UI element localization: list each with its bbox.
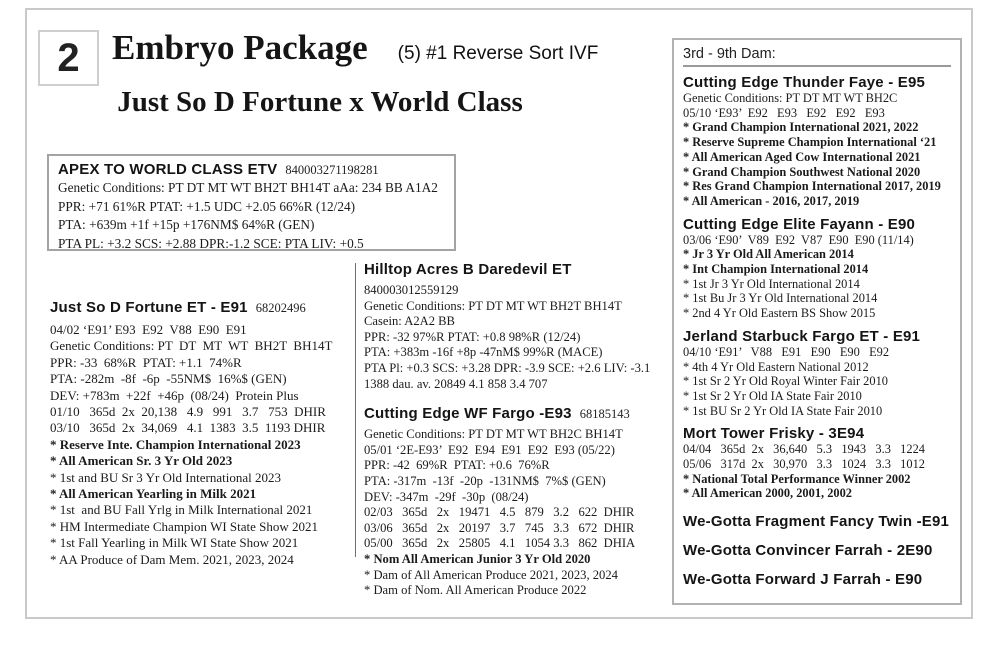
sidebar-line: * 4th 4 Yr Old Eastern National 2012 (683, 359, 869, 374)
pedigree-line: 05/00 365d 2x 25805 4.1 1054 3.3 862 DHIA (364, 536, 636, 551)
sire-name: APEX TO WORLD CLASS ETV (58, 161, 278, 178)
sidebar-line: * National Total Performance Winner 2002 (683, 471, 911, 486)
dam-section (50, 299, 362, 568)
sidebar-line: * All American 2000, 2001, 2002 (683, 486, 852, 501)
pedigree-lines (364, 283, 666, 392)
sidebar-section (683, 513, 951, 530)
dam-line: * AA Produce of Dam Mem. 2021, 2023, 2024 (50, 551, 294, 567)
dam-line: * 1st and BU Fall Yrlg in Milk International 2021 (50, 502, 313, 518)
sidebar-section (683, 74, 951, 209)
maternal-pedigree-column (364, 261, 666, 612)
pedigree-animal-header (364, 261, 666, 279)
sire-stat-line: PTA: +639m +1f +15p +176NM$ 64%R (GEN) (58, 217, 315, 233)
dam-line: * 1st Fall Yearling in Milk WI State Show 2021 (50, 535, 299, 551)
animal-name: Jerland Starbuck Fargo ET - E91 (683, 327, 921, 345)
sidebar-line: * All American - 2016, 2017, 2019 (683, 193, 860, 208)
sidebar-line: Genetic Conditions: PT DT MT WT BH2C (683, 91, 898, 105)
pedigree-lines (364, 427, 666, 599)
sidebar-heading: 3rd - 9th Dam: (683, 46, 951, 67)
sidebar-line: 04/10 ‘E91’ V88 E91 E90 E90 E92 (683, 344, 890, 359)
pedigree-animal-header (364, 405, 666, 423)
dam-line: * HM Intermediate Champion WI State Show 2021 (50, 518, 319, 534)
pedigree-line: PTA: -317m -13f -20p -131NM$ 7%$ (GEN) (364, 473, 606, 488)
dam-line: * Reserve Inte. Champion International 2023 (50, 436, 301, 452)
sidebar-section (683, 571, 951, 588)
sidebar-section (683, 328, 951, 419)
animal-name: We-Gotta Convincer Farrah - 2E90 (683, 542, 933, 560)
sire-reg-number: 840003271198281 (285, 163, 379, 177)
pedigree-line: Genetic Conditions: PT DT MT WT BH2T BH14T (364, 298, 622, 313)
animal-name: Cutting Edge Elite Fayann - E90 (683, 215, 916, 233)
sidebar-line: * 1st Bu Jr 3 Yr Old International 2014 (683, 291, 878, 306)
sidebar-lines (683, 233, 951, 321)
pedigree-line: PPR: -42 69%R PTAT: +0.6 76%R (364, 458, 550, 473)
animal-reg-number: 68185143 (579, 407, 630, 422)
pedigree-line: 05/01 ‘2E-E93’ E92 E94 E91 E92 E93 (05/22) (364, 442, 615, 457)
sidebar-line: 05/06 317d 2x 30,970 3.3 1024 3.3 1012 (683, 457, 925, 472)
pedigree-line: * Nom All American Junior 3 Yr Old 2020 (364, 551, 591, 566)
sire-header (58, 161, 445, 179)
sidebar-lines (683, 345, 951, 419)
sire-stat-lines (58, 179, 445, 253)
pedigree-section (364, 405, 666, 599)
sidebar-line: * 2nd 4 Yr Old Eastern BS Show 2015 (683, 306, 876, 321)
dam-line: Genetic Conditions: PT DT MT WT BH2T BH14T (50, 338, 333, 354)
sidebar-section (683, 542, 951, 559)
header (112, 28, 598, 68)
sidebar-line: * Res Grand Champion International 2017, 2019 (683, 179, 941, 194)
sire-stat-line: PPR: +71 61%R PTAT: +1.5 UDC +2.05 66%R (12/24) (58, 198, 356, 214)
dam-line: DEV: +783m +22f +46p (08/24) Protein Plus (50, 387, 299, 403)
pedigree-line: * Dam of All American Produce 2021, 2023, 2024 (364, 567, 618, 582)
pedigree-line: PTA: +383m -16f +8p -47nM$ 99%R (MACE) (364, 345, 603, 360)
dam-line: 04/02 ‘E91’ E93 E92 V88 E90 E91 (50, 322, 247, 337)
pedigree-line: Genetic Conditions: PT DT MT WT BH2C BH14T (364, 427, 623, 442)
sire-stat-line: Genetic Conditions: PT DT MT WT BH2T BH14T aAa: 234 BB A1A2 (58, 180, 438, 195)
package-details-label: (5) #1 Reverse Sort IVF (397, 43, 599, 64)
dam-line: * All American Yearling in Milk 2021 (50, 486, 257, 502)
animal-name: Hilltop Acres B Daredevil ET (364, 261, 572, 278)
sidebar-line: * All American Aged Cow International 2021 (683, 149, 921, 164)
dam-lines (50, 322, 362, 568)
pedigree-bracket-line (355, 263, 356, 557)
pedigree-line: 1388 dau. av. 20849 4.1 858 3.4 707 (364, 376, 548, 391)
sidebar-sections (683, 74, 951, 588)
sidebar-line: * Reserve Supreme Champion International ‘21 (683, 135, 937, 150)
animal-name: Cutting Edge Thunder Faye - E95 (683, 74, 926, 91)
dam-reg-number: 68202496 (255, 301, 306, 315)
dam-line: PPR: -33 68%R PTAT: +1.1 74%R (50, 354, 242, 370)
pedigree-line: 02/03 365d 2x 19471 4.5 879 3.2 622 DHIR (364, 505, 635, 520)
sidebar-line: 03/06 ‘E90’ V89 E92 V87 E90 E90 (11/14) (683, 232, 914, 247)
sidebar-line: 04/04 365d 2x 36,640 5.3 1943 3.3 1224 (683, 442, 925, 457)
pedigree-line: 03/06 365d 2x 20197 3.7 745 3.3 672 DHIR (364, 520, 635, 535)
sidebar-line: * 1st BU Sr 2 Yr Old IA State Fair 2010 (683, 403, 883, 418)
mating-title: Just So D Fortune x World Class (117, 86, 523, 118)
pedigree-line: Casein: A2A2 BB (364, 314, 455, 329)
animal-name: We-Gotta Fragment Fancy Twin -E91 (683, 513, 950, 531)
lot-number-box (38, 30, 99, 86)
sidebar-line: * 1st Sr 2 Yr Old Royal Winter Fair 2010 (683, 374, 888, 389)
animal-name: Cutting Edge WF Fargo -E93 (364, 405, 572, 423)
dam-line: PTA: -282m -8f -6p -55NM$ 16%$ (GEN) (50, 371, 287, 387)
pedigree-line: PTA Pl: +0.3 SCS: +3.28 DPR: -3.9 SCE: +2.6 LIV: -3.1 (364, 360, 651, 375)
animal-name: Mort Tower Frisky - 3E94 (683, 425, 865, 443)
sidebar-line: * 1st Sr 2 Yr Old IA State Fair 2010 (683, 388, 862, 403)
animal-name: We-Gotta Forward J Farrah - E90 (683, 571, 923, 589)
lot-number: 2 (57, 35, 80, 80)
sidebar-line: * Jr 3 Yr Old All American 2014 (683, 247, 854, 262)
sidebar-line: * 1st Jr 3 Yr Old International 2014 (683, 276, 860, 291)
dam-line: * 1st and BU Sr 3 Yr Old International 2023 (50, 469, 281, 485)
sidebar-section (683, 425, 951, 501)
dam-header (50, 299, 362, 317)
pedigree-section (364, 261, 666, 392)
sire-stat-line: PTA PL: +3.2 SCS: +2.88 DPR:-1.2 SCE: PTA LIV: +0.5 (58, 235, 364, 251)
sidebar-line: * Grand Champion Southwest National 2020 (683, 164, 921, 179)
sire-info-box (47, 154, 456, 251)
dam-line: 01/10 365d 2x 20,138 4.9 991 3.7 753 DHIR (50, 404, 326, 420)
dam-history-sidebar (672, 38, 962, 605)
pedigree-line: PPR: -32 97%R PTAT: +0.8 98%R (12/24) (364, 329, 581, 344)
sidebar-line: * Int Champion International 2014 (683, 262, 869, 277)
sidebar-section (683, 216, 951, 321)
pedigree-line: * Dam of Nom. All American Produce 2022 (364, 583, 587, 598)
sidebar-line: 05/10 ‘E93’ E92 E93 E92 E92 E93 (683, 105, 885, 120)
dam-line: * All American Sr. 3 Yr Old 2023 (50, 453, 233, 469)
sidebar-lines (683, 442, 951, 501)
dam-line: 03/10 365d 2x 34,069 4.1 1383 3.5 1193 DHIR (50, 420, 326, 436)
sidebar-lines (683, 91, 951, 209)
sidebar-line: * Grand Champion International 2021, 2022 (683, 120, 919, 135)
pedigree-line: DEV: -347m -29f -30p (08/24) (364, 489, 529, 504)
page-title: Embryo Package (112, 28, 368, 67)
dam-name: Just So D Fortune ET - E91 (50, 299, 248, 316)
pedigree-line: 840003012559129 (364, 283, 459, 297)
